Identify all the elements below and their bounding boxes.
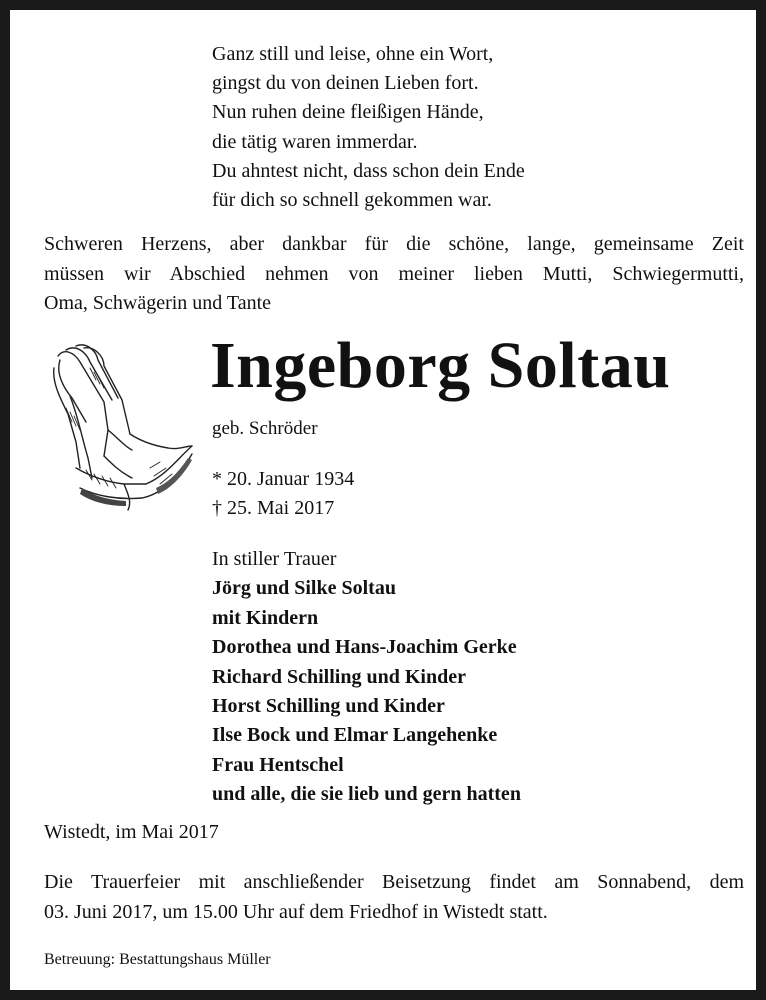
funeral-home-credit: Betreuung: Bestattungshaus Müller [44,951,271,968]
mourner-name: Jörg und Silke Soltau [212,577,396,600]
mourners-heading: In stiller Trauer [212,548,337,570]
poem-line: für dich so schnell gekommen war. [212,189,492,212]
mourner-name: mit Kindern [212,606,319,629]
mourner-name: Frau Hentschel [212,753,344,776]
place-date: Wistedt, im Mai 2017 [44,821,219,843]
life-dates [212,465,354,523]
mourner-name: Dorothea und Hans-Joachim Gerke [212,636,517,659]
mourner-name: Ilse Bock und Elmar Langehenke [212,724,498,747]
poem-line: Nun ruhen deine fleißigen Hände, [212,101,484,124]
funeral-line: Die Trauerfeier mit anschließender Beisetzung findet am Sonnabend, dem [44,871,744,893]
birth-name: geb. Schröder [212,418,318,439]
deceased-name: Ingeborg Soltau [210,329,671,402]
intro-line: müssen wir Abschied nehmen von meiner lieben Mutti, Schwiegermutti, [44,262,744,285]
intro-line: Schweren Herzens, aber dankbar für die schöne, lange, gemeinsame Zeit [44,233,744,255]
mourner-name: Horst Schilling und Kinder [212,695,445,718]
death-date: † 25. Mai 2017 [212,497,335,519]
poem-line: die tätig waren immerdar. [212,130,418,153]
praying-hands-icon [46,338,196,513]
mourners [212,545,521,810]
birth-date: * 20. Januar 1934 [212,468,355,490]
funeral-line: 03. Juni 2017, um 15.00 Uhr auf dem Friedhof in Wistedt statt. [44,900,548,923]
poem [212,40,525,215]
mourner-name: Richard Schilling und Kinder [212,665,466,688]
poem-line: Du ahntest nicht, dass schon dein Ende [212,159,525,182]
intro-text [44,230,744,319]
funeral-notice [44,868,744,927]
poem-line: Ganz still und leise, ohne ein Wort, [212,43,494,65]
mourner-name: und alle, die sie lieb und gern hatten [212,783,521,806]
intro-line: Oma, Schwägerin und Tante [44,292,272,314]
poem-line: gingst du von deinen Lieben fort. [212,72,479,95]
